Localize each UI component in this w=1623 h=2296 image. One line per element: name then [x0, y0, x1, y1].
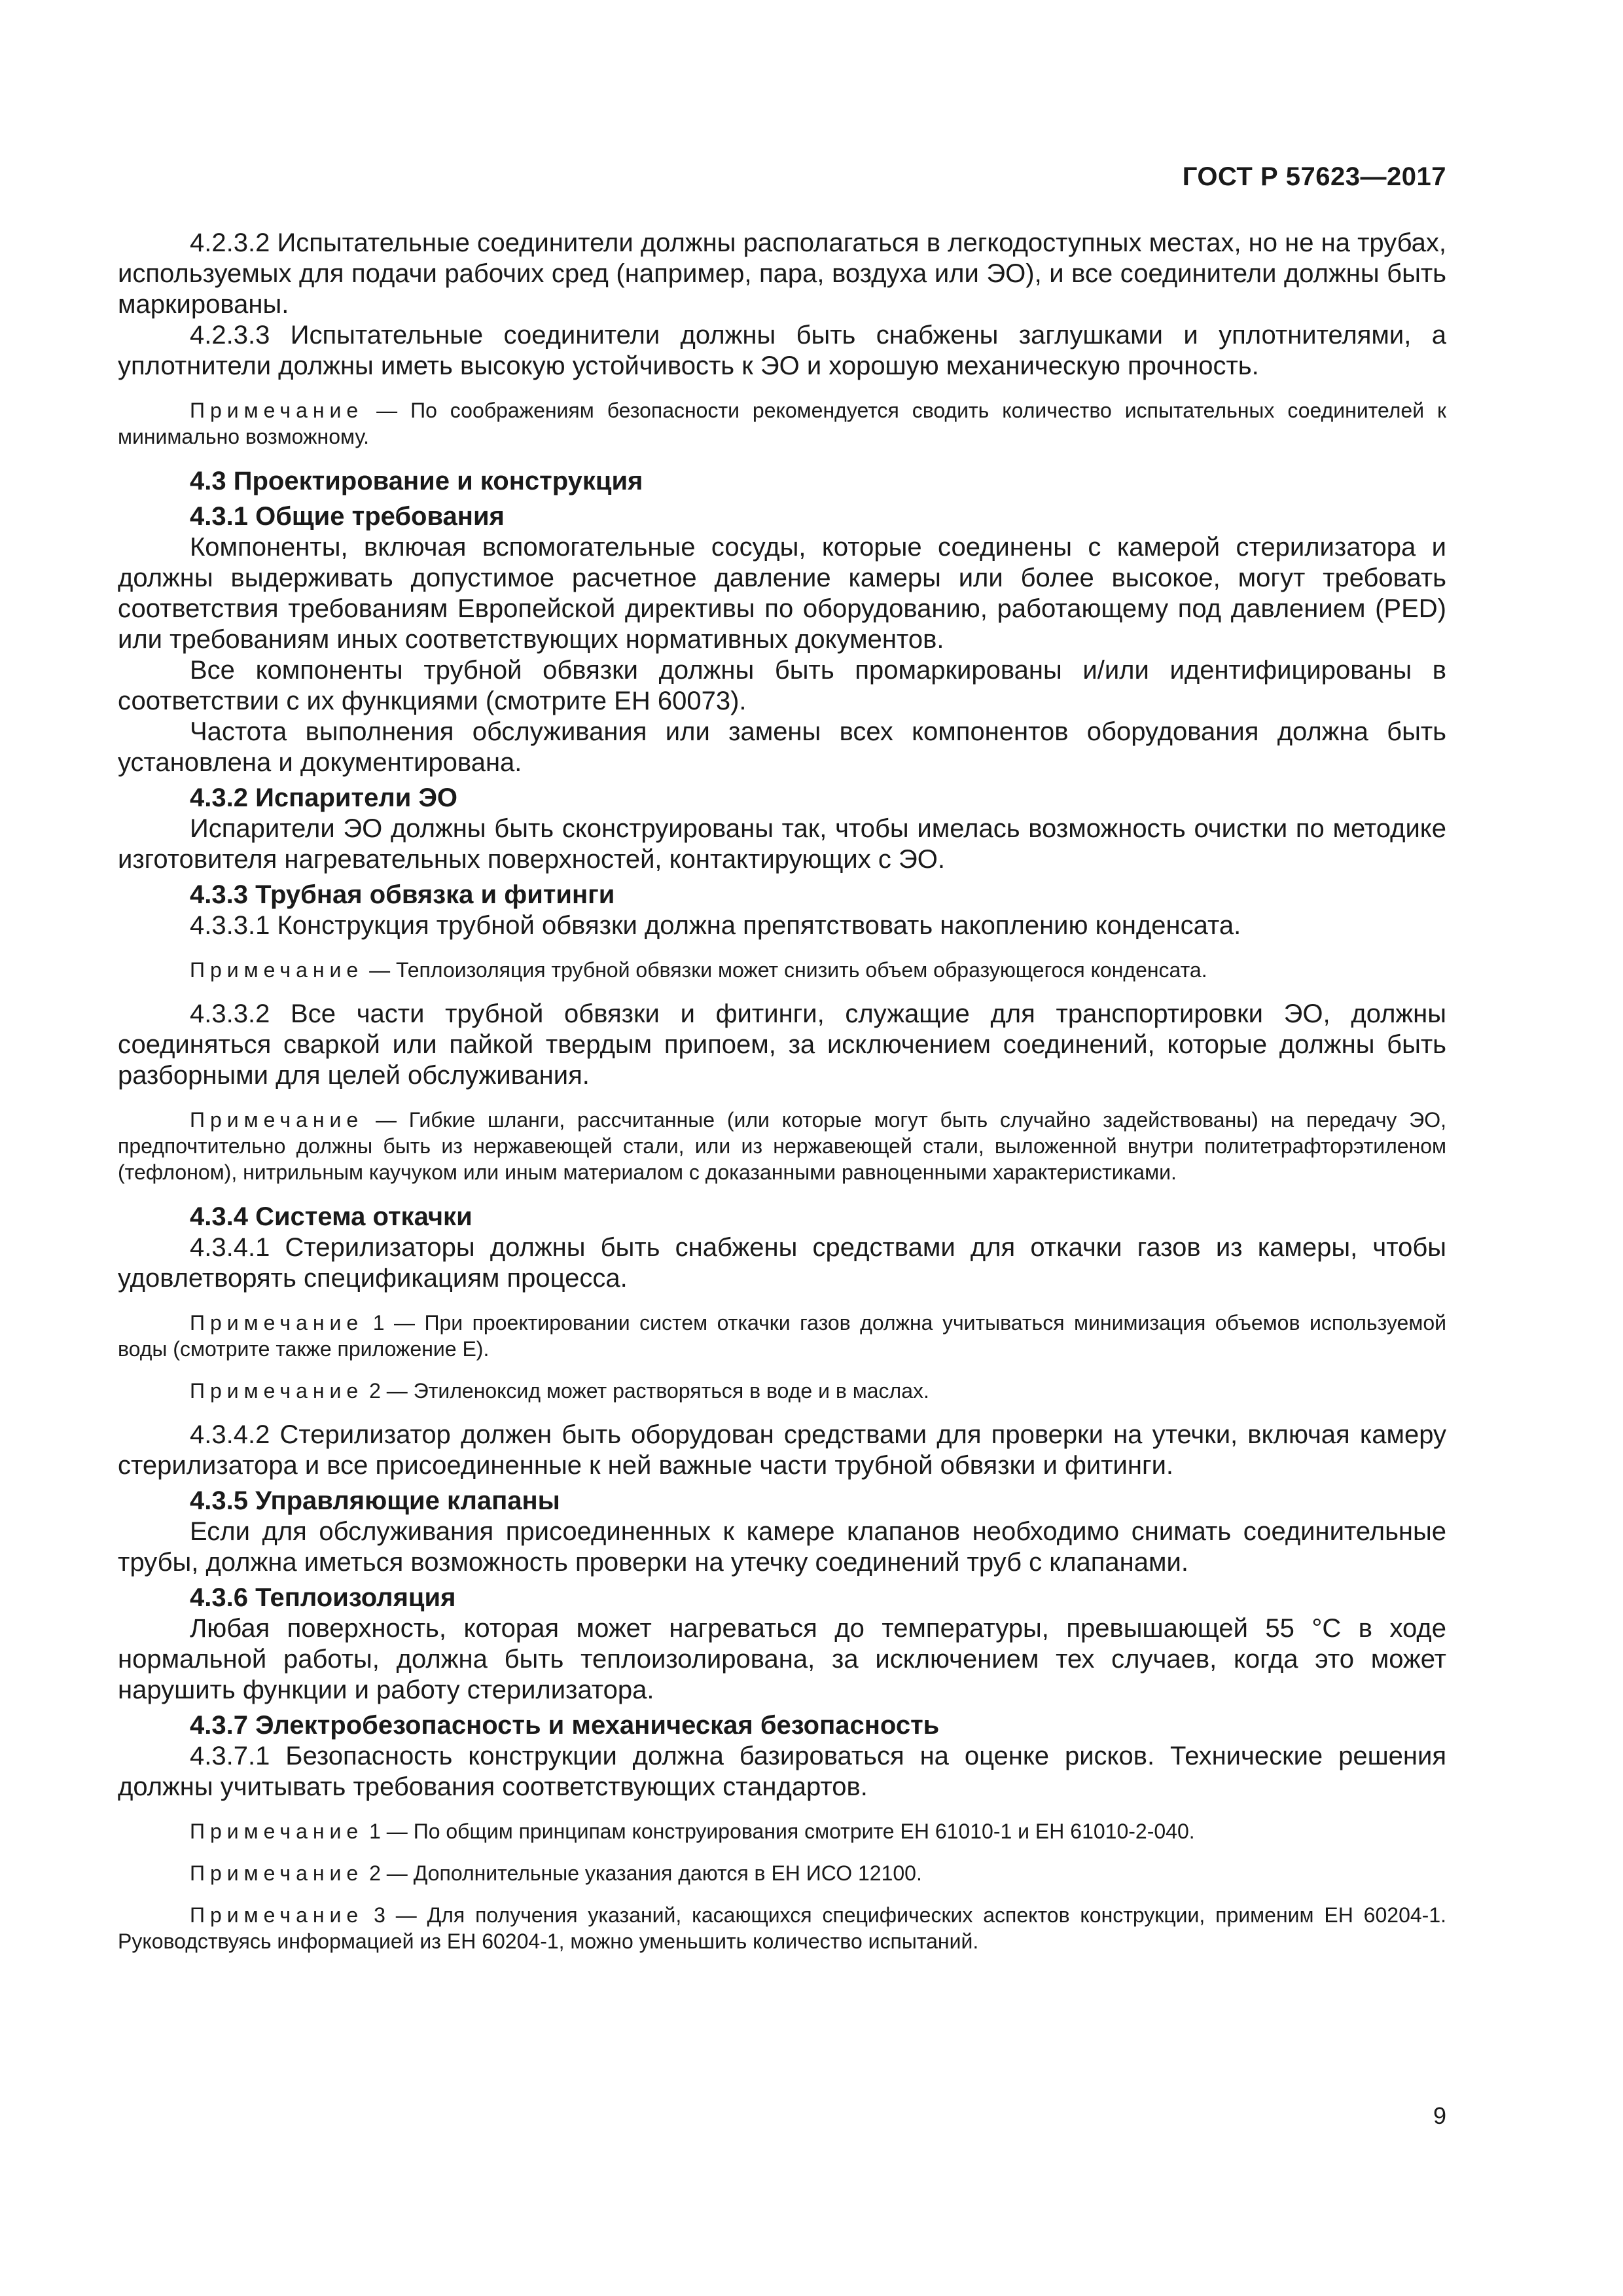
note	[118, 1107, 1446, 1185]
paragraph-evaporators: Испарители ЭО должны быть сконструированы так, чтобы имелась возможность очистки по методике изготовителя нагревательных поверхностей, контактирующих с ЭО.	[118, 814, 1446, 874]
note-label: Примечание	[190, 1108, 364, 1132]
heading-4-3-5: 4.3.5 Управляющие клапаны	[190, 1486, 560, 1515]
paragraph-4-2-3-2: 4.2.3.2 Испытательные соединители должны располагаться в легкодоступных местах, но не на трубах, используемых для подачи рабочих сред (например, пара, воздуха или ЭО), и все соединители должны быть маркированы.	[118, 228, 1446, 319]
note	[118, 1818, 1446, 1844]
document-page	[118, 0, 1446, 2296]
paragraph-marking: Все компоненты трубной обвязки должны быть промаркированы и/или идентифицированы в соответствии с их функциями (смотрите ЕН 60073).	[118, 656, 1446, 715]
note	[118, 1378, 1446, 1404]
note-text: 2 — Этиленоксид может растворяться в воде и в маслах.	[363, 1379, 929, 1403]
note-label: Примечание	[190, 1311, 364, 1335]
paragraph-4-3-3-2: 4.3.3.2 Все части трубной обвязки и фитинги, служащие для транспортировки ЭО, должны соединяться сваркой или пайкой твердым припоем, за исключением соединений, которые должны быть разборными для целей обслуживания.	[118, 999, 1446, 1090]
note-label: Примечание	[190, 1903, 364, 1927]
note	[118, 957, 1446, 983]
note-label: Примечание	[190, 958, 364, 982]
note-text: — Теплоизоляция трубной обвязки может снизить объем образующегося конденсата.	[363, 958, 1207, 982]
heading-4-3-1: 4.3.1 Общие требования	[190, 502, 505, 531]
document-body	[118, 228, 1446, 1970]
page-number: 9	[1433, 2102, 1446, 2129]
note	[118, 397, 1446, 450]
heading-4-3-2: 4.3.2 Испарители ЭО	[190, 783, 458, 812]
paragraph-maintenance: Частота выполнения обслуживания или замены всех компонентов оборудования должна быть установлена и документирована.	[118, 717, 1446, 777]
note-text: — Гибкие шланги, рассчитанные (или которые могут быть случайно задействованы) на передачу ЭО, предпочтительно должны быть из нержавеющей стали, или из нержавеющей стали, выложенной внутри политетрафторэтиленом (тефлоном), нитрильным каучуком или иным материалом с доказанными равноценными характеристиками.	[118, 1108, 1446, 1184]
note	[118, 1902, 1446, 1954]
document-code: ГОСТ Р 57623—2017	[1182, 162, 1446, 191]
note-label: Примечание	[190, 399, 364, 422]
paragraph-4-2-3-3: 4.2.3.3 Испытательные соединители должны быть снабжены заглушками и уплотнителями, а уплотнители должны иметь высокую устойчивость к ЭО и хорошую механическую прочность.	[118, 321, 1446, 380]
paragraph-4-3-4-2: 4.3.4.2 Стерилизатор должен быть оборудован средствами для проверки на утечки, включая камеру стерилизатора и все присоединенные к ней важные части трубной обвязки и фитинги.	[118, 1420, 1446, 1480]
heading-4-3: 4.3 Проектирование и конструкция	[190, 467, 643, 495]
note-text: — По соображениям безопасности рекомендуется сводить количество испытательных соединителей к минимально возможному.	[118, 399, 1446, 448]
heading-4-3-7: 4.3.7 Электробезопасность и механическая безопасность	[190, 1711, 940, 1740]
note-text: 1 — При проектировании систем откачки газов должна учитываться минимизация объемов используемой воды (смотрите также приложение Е).	[118, 1311, 1446, 1361]
paragraph-4-3-3-1: 4.3.3.1 Конструкция трубной обвязки должна препятствовать накоплению конденсата.	[190, 911, 1241, 940]
heading-4-3-6: 4.3.6 Теплоизоляция	[190, 1583, 456, 1612]
note	[118, 1310, 1446, 1362]
paragraph-4-3-4-1: 4.3.4.1 Стерилизаторы должны быть снабжены средствами для откачки газов из камеры, чтобы удовлетворять спецификациям процесса.	[118, 1233, 1446, 1293]
paragraph-components: Компоненты, включая вспомогательные сосуды, которые соединены с камерой стерилизатора и должны выдерживать допустимое расчетное давление камеры или более высокое, могут требовать соответствия требованиям Европейской директивы по оборудованию, работающему под давлением (PED) или требованиям иных соответствующих нормативных документов.	[118, 533, 1446, 654]
note-label: Примечание	[190, 1820, 364, 1843]
note-text: 1 — По общим принципам конструирования смотрите ЕН 61010-1 и ЕН 61010-2-040.	[363, 1820, 1195, 1843]
note-text: 2 — Дополнительные указания даются в ЕН ИСО 12100.	[363, 1861, 922, 1885]
note-label: Примечание	[190, 1861, 364, 1885]
note-label: Примечание	[190, 1379, 364, 1403]
note	[118, 1860, 1446, 1886]
heading-4-3-3: 4.3.3 Трубная обвязка и фитинги	[190, 880, 615, 909]
heading-4-3-4: 4.3.4 Система откачки	[190, 1202, 473, 1231]
paragraph-insulation: Любая поверхность, которая может нагреваться до температуры, превышающей 55 °С в ходе нормальной работы, должна быть теплоизолирована, за исключением тех случаев, когда это может нарушить функции и работу стерилизатора.	[118, 1614, 1446, 1704]
paragraph-valves: Если для обслуживания присоединенных к камере клапанов необходимо снимать соединительные трубы, должна иметься возможность проверки на утечку соединений труб с клапанами.	[118, 1517, 1446, 1577]
paragraph-4-3-7-1: 4.3.7.1 Безопасность конструкции должна базироваться на оценке рисков. Технические решения должны учитывать требования соответствующих стандартов.	[118, 1742, 1446, 1801]
note-text: 3 — Для получения указаний, касающихся специфических аспектов конструкции, применим ЕН 60204-1. Руководствуясь информацией из ЕН 60204-1, можно уменьшить количество испытаний.	[118, 1903, 1446, 1953]
